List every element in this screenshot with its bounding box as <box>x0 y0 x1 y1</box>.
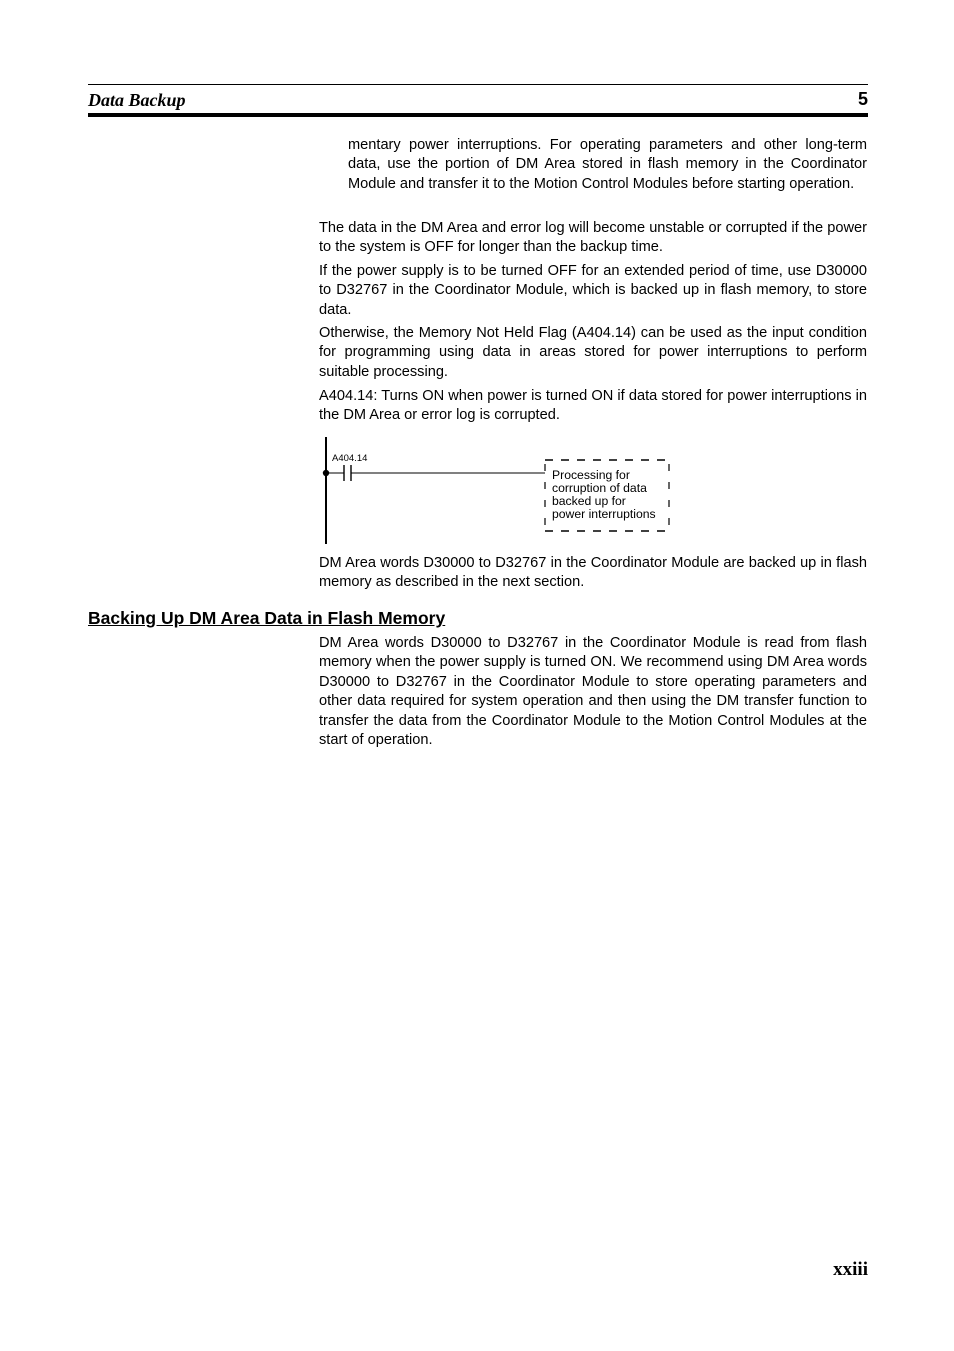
paragraph-a404-description: A404.14: Turns ON when power is turned ON if data stored for power interruptions in the DM Area or error log is corrupted. <box>319 388 867 424</box>
ladder-diagram <box>319 434 679 548</box>
paragraph-extended-off: If the power supply is to be turned OFF for an extended period of time, use D30000 to D32767 in the Coordinator Module, which is backed up in flash memory, to store data. <box>319 263 867 318</box>
box-line: Processing for <box>552 468 630 482</box>
paragraph-backup-time: The data in the DM Area and error log will become unstable or corrupted if the power to the system is OFF for longer than the backup time. <box>319 220 867 256</box>
header-rule-top <box>88 84 868 85</box>
processing-box-text <box>552 469 677 521</box>
section-number: 5 <box>857 89 868 109</box>
paragraph-section-body: DM Area words D30000 to D32767 in the Coordinator Module is read from flash memory when the power supply is turned ON. We recommend using DM Area words D30000 to D32767 in the Coordinator Module to store operating parameters and other data required for system operation and then using the DM transfer function to transfer the data from the Coordinator Module to the Motion Control Modules at the start of operation. <box>319 635 867 749</box>
paragraph-continuation: mentary power interruptions. For operating parameters and other long-term data, use the portion of DM Area stored in flash memory in the Coordinator Module and transfer it to the Motion Control Modules before starting operation. <box>348 137 867 192</box>
header-rule-bottom <box>88 113 868 117</box>
section-heading: Backing Up DM Area Data in Flash Memory <box>88 608 446 628</box>
box-line: power interruptions <box>552 507 656 521</box>
contact-label: A404.14 <box>332 453 368 464</box>
page-number: xxiii <box>833 1259 868 1280</box>
box-line: backed up for <box>552 494 626 508</box>
paragraph-flash-backup: DM Area words D30000 to D32767 in the Coordinator Module are backed up in flash memory as described in the next section. <box>319 555 867 591</box>
box-line: corruption of data <box>552 481 647 495</box>
running-header-title: Data Backup <box>88 90 186 110</box>
paragraph-memory-not-held: Otherwise, the Memory Not Held Flag (A404.14) can be used as the input condition for programming using data in areas stored for power interruptions to perform suitable processing. <box>319 325 867 380</box>
